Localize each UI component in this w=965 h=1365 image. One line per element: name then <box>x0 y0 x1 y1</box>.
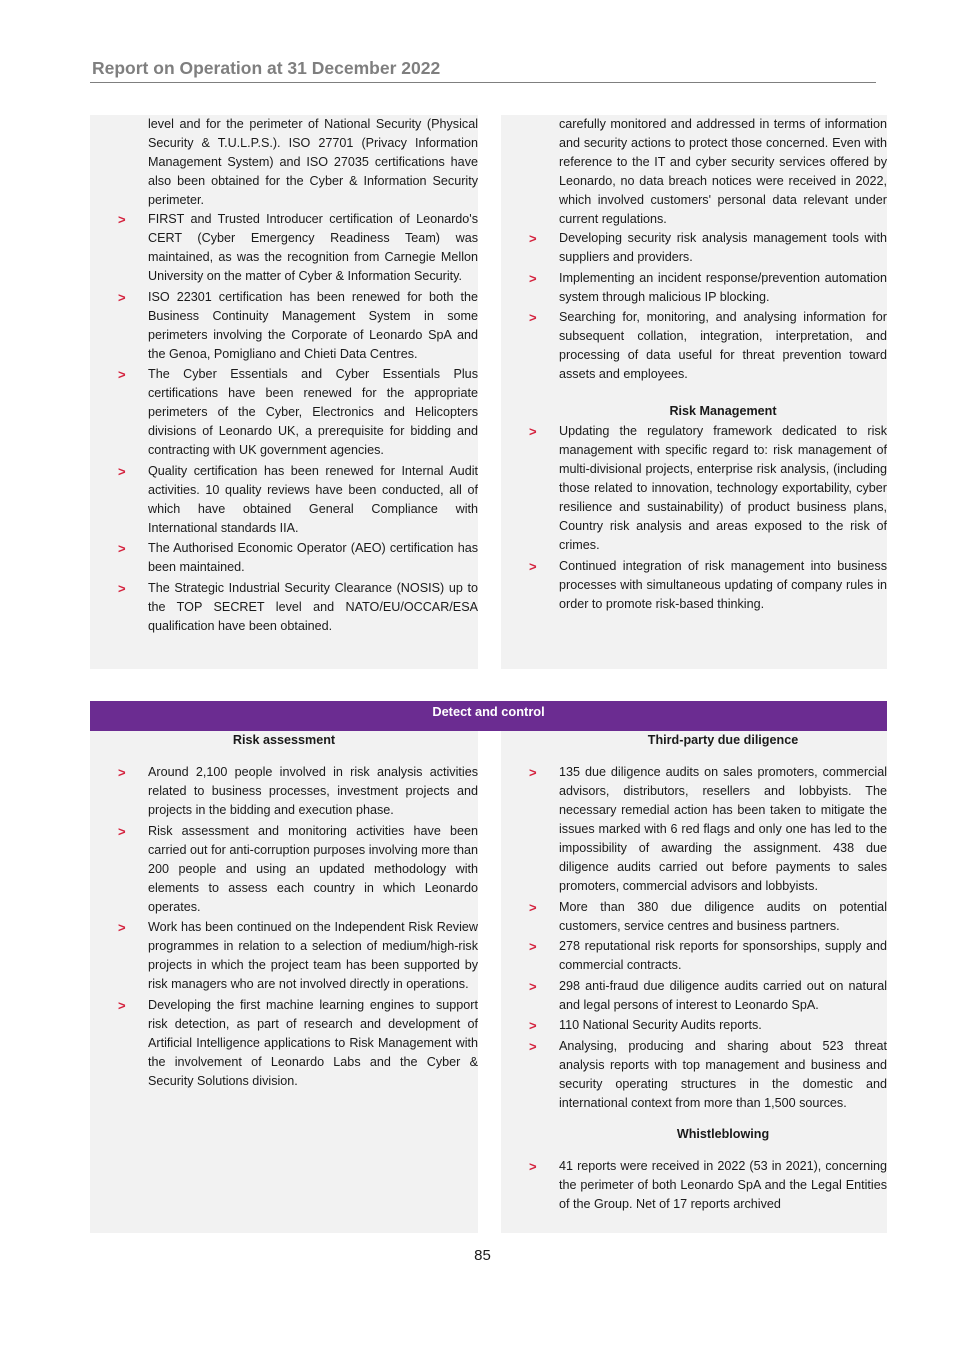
list-item: > 135 due diligence audits on sales promoters, commercial advisors, distributors, resellers and lobbyists. The necessary remedial action has been taken to mitigate the issues marked with 6 red flags and only one has led to the impossibility of awarding the assignment. 438 due diligence audits carried out before payments to sales promoters, commercial advisors and lobbyists. <box>529 765 887 893</box>
top-left-column <box>90 115 478 637</box>
bottom-left-column <box>90 731 478 1092</box>
bullet-icon: > <box>529 765 537 780</box>
bottom-right-column <box>501 731 887 1215</box>
bullet-icon: > <box>529 978 537 994</box>
bullet-icon: > <box>118 997 126 1013</box>
top-right-continuation: carefully monitored and addressed in terms of information and security actions to protect those concerned. Even with reference to the IT and cyber security services offered by Leonardo, no data breach notices were received in 2022, which involved customers' personal data relevant under current regulations. <box>559 117 887 226</box>
bullet-icon: > <box>529 1018 537 1033</box>
bullet-icon: > <box>118 920 126 935</box>
bullet-icon: > <box>118 765 126 780</box>
list-item: > The Strategic Industrial Security Clearance (NOSIS) up to the TOP SECRET level and NATO/EU/OCCAR/ESA qualification have been obtained. <box>118 580 478 633</box>
list-item: > Updating the regulatory framework dedicated to risk management with specific regard to: risk management of multi-divisional projects, enterprise risk analysis, (including those related to innovation, technology exportability, cyber resilience and sustainability) of product business plans, Country risk analysis and areas exposed to the risk of crimes. <box>529 424 887 552</box>
list-item: > 41 reports were received in 2022 (53 in 2021), concerning the perimeter of both Leonardo SpA and the Legal Entities of the Group. Net of 17 reports archived <box>529 1158 887 1211</box>
bullet-icon: > <box>118 212 126 227</box>
list-item: > 278 reputational risk reports for sponsorships, supply and commercial contracts. <box>529 939 887 972</box>
bullet-icon: > <box>118 541 126 556</box>
list-item: > 110 National Security Audits reports. <box>529 1018 762 1033</box>
list-item: > Work has been continued on the Independent Risk Review programmes in relation to a selection of medium/high-risk projects in which the project team has been supported by risk managers who are not involved directly in operations. <box>118 920 478 991</box>
list-item: > More than 380 due diligence audits on potential customers, service centres and business partners. <box>529 899 887 933</box>
third-party-heading: Third-party due diligence <box>647 733 799 747</box>
bullet-icon: > <box>118 289 126 305</box>
section-title-band: Detect and control <box>90 701 887 731</box>
top-right-column <box>501 115 887 615</box>
bullet-icon: > <box>529 939 537 954</box>
bullet-icon: > <box>529 424 537 439</box>
risk-management-heading: Risk Management <box>669 404 777 418</box>
list-item: > FIRST and Trusted Introducer certification of Leonardo's CERT (Cyber Emergency Readiness Team) was maintained, as was the recognition from Carnegie Mellon University on the matter of Cyber & Information Security. <box>118 212 478 283</box>
list-item: > Developing the first machine learning engines to support risk detection, as part of research and development of Artificial Intelligence applications to Risk Management with the involvement of Leonardo Labs and the Cyber & Security Solutions division. <box>118 997 478 1088</box>
report-header-title: Report on Operation at 31 December 2022 <box>92 58 441 78</box>
bullet-icon: > <box>529 899 537 915</box>
bullet-icon: > <box>118 580 126 596</box>
page-number: 85 <box>474 1247 491 1264</box>
list-item: > ISO 22301 certification has been renewed for both the Business Continuity Management System in some perimeters involving the Corporate of Leonardo SpA and the Genoa, Pomigliano and Chieti Data Centres. <box>118 289 478 361</box>
bullet-icon: > <box>118 463 126 479</box>
risk-assessment-list <box>90 763 478 1091</box>
bullet-icon: > <box>529 558 537 574</box>
bullet-icon: > <box>529 1158 537 1174</box>
list-item: > Continued integration of risk management into business processes with simultaneous updating of company rules in order to promote risk-based thinking. <box>529 558 887 611</box>
bullet-icon: > <box>529 270 537 286</box>
risk-assessment-heading: Risk assessment <box>232 733 336 747</box>
bullet-icon: > <box>118 367 126 382</box>
list-item: > Quality certification has been renewed for Internal Audit activities. 10 quality reviews have been conducted, all of which have obtained General Compliance with International standards IIA. <box>118 463 478 535</box>
top-left-list <box>90 210 478 636</box>
top-left-continuation: level and for the perimeter of National Security (Physical Security & T.U.L.P.S.). ISO 27701 (Privacy Information Management System) and ISO 27035 certifications have also been obtained for the Cyber & Information Security perimeter. <box>148 117 478 207</box>
list-item: > Searching for, monitoring, and analysing information for subsequent collation, integration, interpretation, and processing of data useful for threat prevention toward assets and employees. <box>529 310 887 381</box>
list-item: > Risk assessment and monitoring activities have been carried out for anti-corruption purposes involving more than 200 people and using an updated methodology with elements to assess each country in which Leonardo operates. <box>118 823 478 914</box>
bullet-icon: > <box>529 231 537 246</box>
risk-management-list <box>501 422 887 614</box>
list-item: > Developing security risk analysis management tools with suppliers and providers. <box>529 231 887 264</box>
whistleblowing-heading: Whistleblowing <box>676 1126 770 1141</box>
header-divider <box>90 82 876 83</box>
bullet-icon: > <box>529 1038 537 1054</box>
list-item: > Analysing, producing and sharing about 523 threat analysis reports with top management and business and security operating structures in the domestic and international context from more than 1,500 sources. <box>529 1038 887 1110</box>
list-item: > Implementing an incident response/prevention automation system through malicious IP blocking. <box>529 270 887 304</box>
list-item: > 298 anti-fraud due diligence audits carried out on natural and legal persons of interest to Leonardo SpA. <box>529 978 887 1012</box>
third-party-list <box>501 763 887 1113</box>
list-item: > Around 2,100 people involved in risk analysis activities related to business processes, investment projects and projects in the bidding and execution phase. <box>118 765 478 817</box>
bullet-icon: > <box>118 823 126 839</box>
list-item: > The Authorised Economic Operator (AEO) certification has been maintained. <box>118 541 478 574</box>
list-item: > The Cyber Essentials and Cyber Essentials Plus certifications have been renewed for the appropriate perimeters of the Cyber, Electronics and Helicopters divisions of Leonardo UK, a prerequisite for bidding and contracting with UK government agencies. <box>118 367 478 457</box>
bullet-icon: > <box>529 310 537 325</box>
top-right-list <box>501 229 887 384</box>
whistleblowing-list <box>501 1157 887 1214</box>
